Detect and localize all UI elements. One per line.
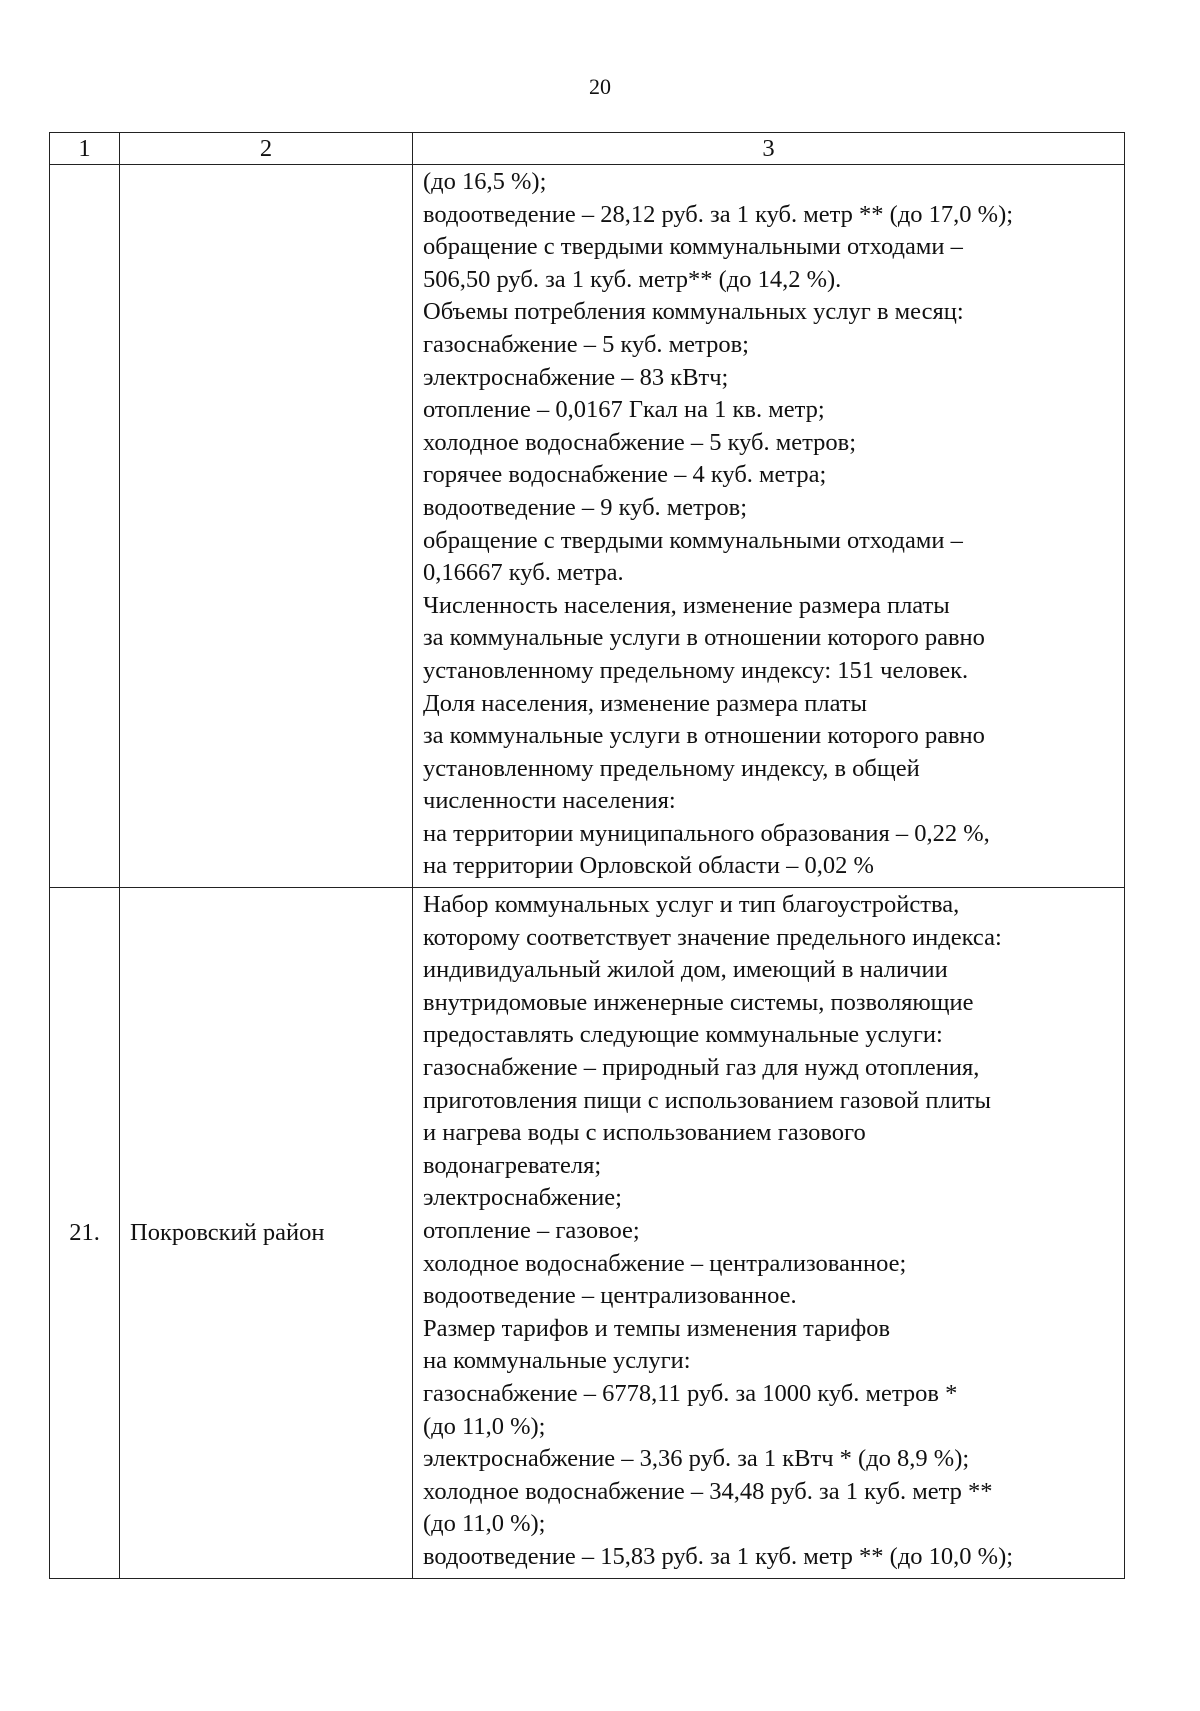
text-line: газоснабжение – 5 куб. метров; — [423, 330, 749, 358]
text-line: за коммунальные услуги в отношении которого равно — [423, 624, 985, 652]
description-lines — [413, 888, 1124, 1577]
description-lines — [413, 165, 1124, 887]
text-line: Размер тарифов и темпы изменения тарифов — [423, 1314, 891, 1342]
text-line: обращение с твердыми коммунальными отходами – — [423, 233, 963, 261]
header-col-3: 3 — [413, 133, 1125, 165]
text-line: (до 16,5 %); — [423, 168, 547, 195]
text-line: на территории муниципального образования – 0,22 %, — [423, 819, 990, 847]
text-line: водонагревателя; — [423, 1151, 602, 1179]
text-line: газоснабжение – природный газ для нужд отопления, — [423, 1054, 980, 1082]
table-row — [50, 888, 1125, 1578]
text-line: Доля населения, изменение размера платы — [423, 689, 867, 717]
text-line: установленному предельному индексу: 151 человек. — [423, 656, 969, 684]
text-line: электроснабжение – 3,36 руб. за 1 кВтч * (до 8,9 %); — [423, 1445, 970, 1473]
text-line: газоснабжение – 6778,11 руб. за 1000 куб. метров * — [423, 1379, 958, 1407]
text-line: за коммунальные услуги в отношении которого равно — [423, 722, 985, 750]
text-line: которому соответствует значение предельного индекса: — [423, 923, 1002, 951]
text-line: и нагрева воды с использованием газового — [423, 1119, 866, 1147]
text-line: водоотведение – 15,83 руб. за 1 куб. метр ** (до 10,0 %); — [423, 1542, 1014, 1570]
text-line: отопление – газовое; — [423, 1217, 640, 1244]
table-header-row — [50, 133, 1125, 165]
text-line: водоотведение – 9 куб. метров; — [423, 493, 748, 521]
text-line: обращение с твердыми коммунальными отходами – — [423, 526, 963, 554]
text-line: установленному предельному индексу, в общей — [423, 754, 920, 782]
text-line: (до 11,0 %); — [423, 1510, 546, 1538]
text-line: водоотведение – 28,12 руб. за 1 куб. метр ** (до 17,0 %); — [423, 200, 1014, 228]
text-line: Объемы потребления коммунальных услуг в месяц: — [423, 298, 964, 326]
header-col-2: 2 — [120, 133, 413, 165]
text-line: Численность населения, изменение размера платы — [423, 591, 950, 619]
district-name-cell — [120, 165, 413, 888]
text-line: холодное водоснабжение – 5 куб. метров; — [423, 428, 857, 456]
row-number-cell: 21. — [50, 888, 120, 1578]
text-line: горячее водоснабжение – 4 куб. метра; — [423, 461, 827, 489]
text-line: на коммунальные услуги: — [423, 1347, 691, 1375]
table-row — [50, 165, 1125, 888]
text-line: численности населения: — [423, 787, 676, 815]
text-line: предоставлять следующие коммунальные услуги: — [423, 1021, 943, 1049]
text-line: электроснабжение; — [423, 1184, 622, 1212]
text-line: внутридомовые инженерные системы, позволяющие — [423, 988, 974, 1016]
description-cell — [413, 888, 1125, 1578]
text-line: электроснабжение – 83 кВтч; — [423, 363, 729, 391]
text-line: индивидуальный жилой дом, имеющий в наличии — [423, 956, 948, 984]
text-line: (до 11,0 %); — [423, 1412, 546, 1440]
text-line: на территории Орловской области – 0,02 % — [423, 852, 874, 880]
text-line: водоотведение – централизованное. — [423, 1282, 797, 1310]
text-line: 0,16667 куб. метра. — [423, 559, 624, 587]
description-cell — [413, 165, 1125, 888]
text-line: приготовления пищи с использованием газовой плиты — [423, 1086, 992, 1114]
text-line: холодное водоснабжение – 34,48 руб. за 1 куб. метр ** — [423, 1477, 993, 1505]
text-line: отопление – 0,0167 Гкал на 1 кв. метр; — [423, 396, 825, 424]
text-line: холодное водоснабжение – централизованное; — [423, 1249, 907, 1277]
district-name-cell: Покровский район — [120, 888, 413, 1578]
text-line: 506,50 руб. за 1 куб. метр** (до 14,2 %). — [423, 265, 842, 293]
tariff-table — [49, 132, 1125, 1579]
text-line: Набор коммунальных услуг и тип благоустройства, — [423, 891, 960, 919]
row-number-cell — [50, 165, 120, 888]
page-number: 20 — [589, 74, 611, 99]
header-col-1: 1 — [50, 133, 120, 165]
